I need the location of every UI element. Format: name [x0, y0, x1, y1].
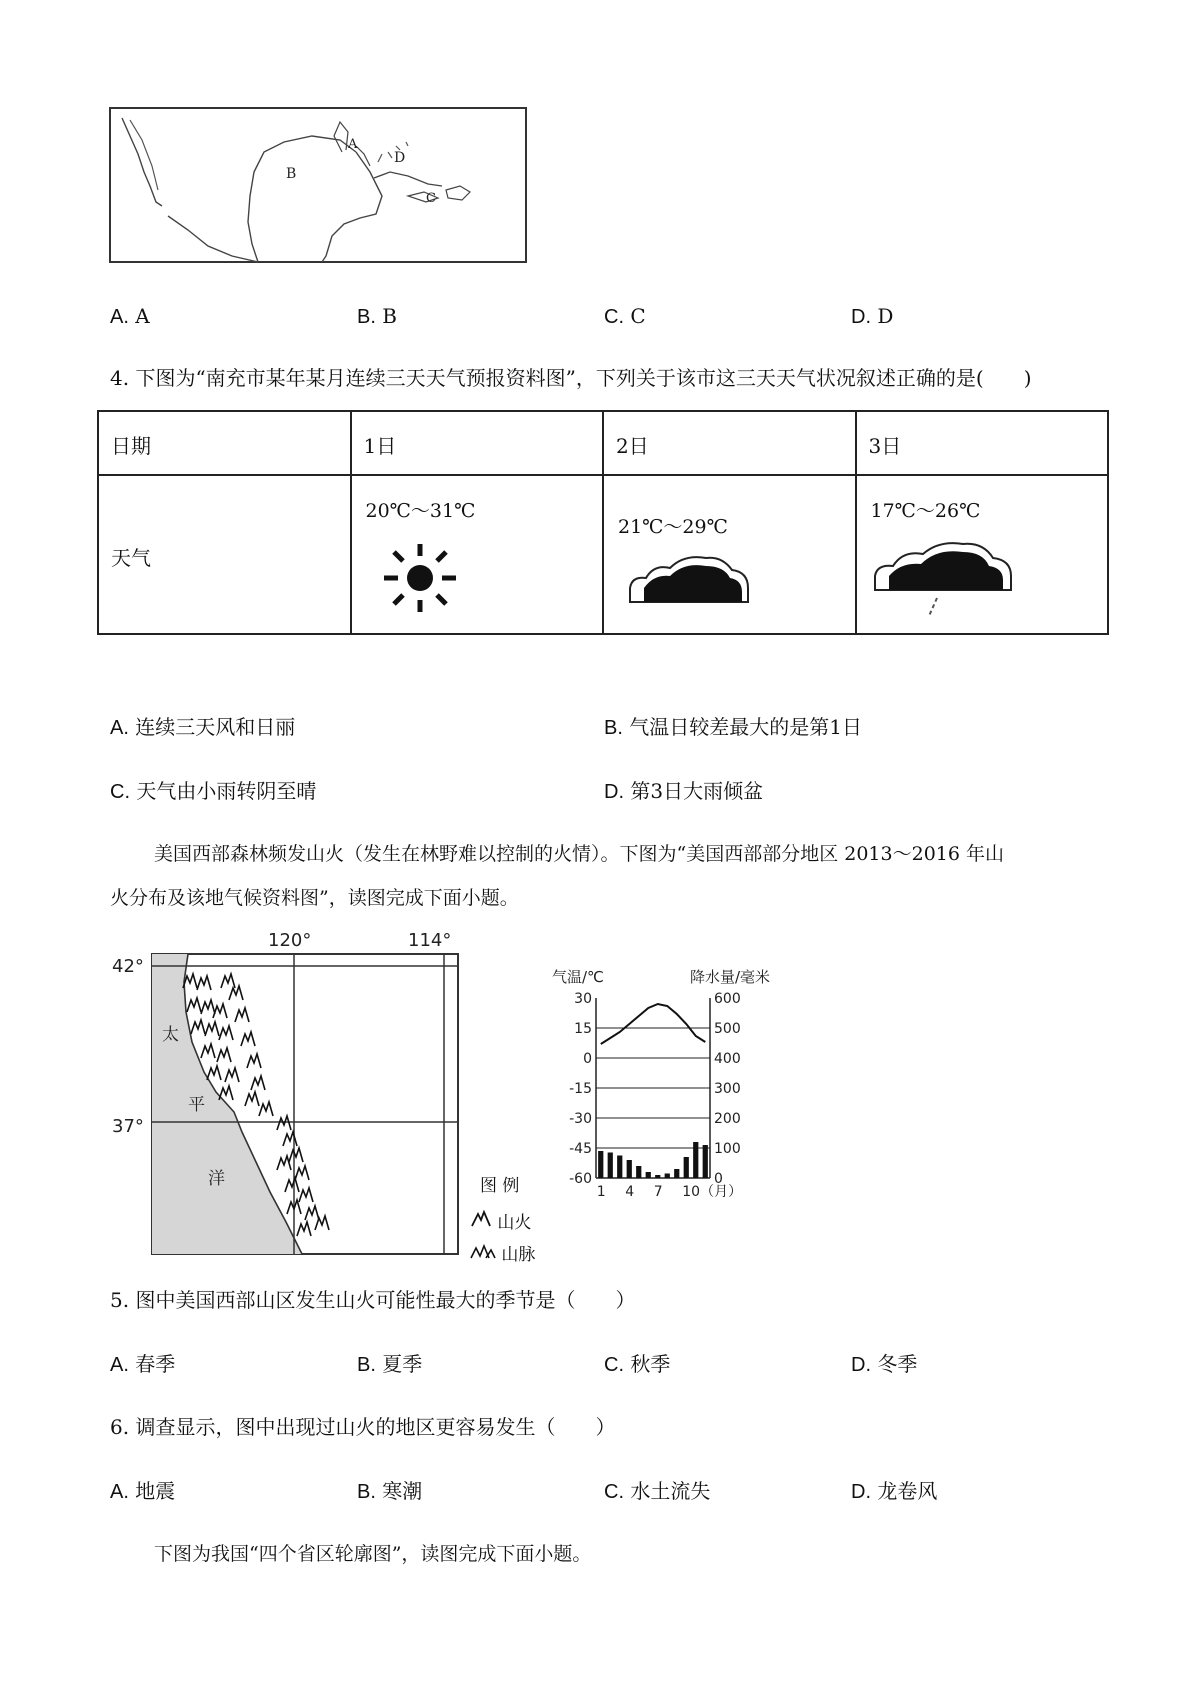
left-tick-label: -45 — [569, 1141, 592, 1157]
q5-option-c[interactable]: C. 秋季 — [604, 1352, 671, 1376]
right-tick-label: 100 — [714, 1141, 741, 1157]
weather-table — [97, 410, 1109, 635]
q3-option-d[interactable]: D. D — [851, 304, 894, 328]
precip-bar — [655, 1175, 660, 1178]
ocean-char-2: 平 — [188, 1095, 205, 1115]
x-tick-label: 10（月） — [682, 1184, 743, 1200]
precip-bar — [636, 1166, 641, 1178]
wildfire-map — [108, 922, 468, 1262]
left-tick-label: -60 — [569, 1171, 592, 1187]
map1-label-c: C — [426, 191, 436, 206]
left-tick-label: 0 — [583, 1051, 592, 1067]
left-tick-label: -30 — [569, 1111, 592, 1127]
ocean-char-3: 洋 — [208, 1169, 225, 1189]
precip-bar — [684, 1157, 689, 1178]
map1-label-d: D — [394, 150, 406, 166]
legend-mountain: 山脉 — [470, 1240, 535, 1265]
left-tick-label: -15 — [569, 1081, 592, 1097]
lat-label-42: 42° — [112, 956, 144, 977]
legend-title: 图 例 — [480, 1176, 520, 1196]
temperature-line — [601, 1004, 706, 1044]
lon-label-120: 120° — [268, 930, 312, 951]
right-tick-label: 500 — [714, 1021, 741, 1037]
x-tick-label: 1 — [596, 1184, 606, 1200]
map1-label-a: A — [348, 137, 358, 152]
q5-option-b[interactable]: B. 夏季 — [357, 1352, 423, 1376]
precip-bar — [617, 1156, 622, 1179]
q6-option-b[interactable]: B. 寒潮 — [357, 1479, 423, 1503]
day3-cell — [856, 475, 1109, 634]
table-header-date: 日期 — [98, 411, 351, 475]
left-tick-label: 30 — [574, 991, 592, 1007]
q6-option-c[interactable]: C. 水土流失 — [604, 1479, 711, 1503]
chart-ylabel-left: 气温/℃ — [552, 968, 604, 986]
climate-chart — [550, 966, 800, 1206]
ocean-char-1: 太 — [162, 1025, 179, 1045]
day3-temp: 17℃～26℃ — [870, 500, 981, 522]
right-tick-label: 600 — [714, 991, 741, 1007]
next-intro: 下图为我国“四个省区轮廓图”，读图完成下面小题。 — [154, 1543, 592, 1565]
right-tick-label: 0 — [714, 1171, 723, 1187]
day2-cell — [603, 475, 856, 634]
q5-option-a[interactable]: A. 春季 — [110, 1352, 176, 1376]
q4-option-d[interactable]: D. 第3日大雨倾盆 — [604, 779, 764, 803]
precip-bar — [598, 1151, 603, 1178]
legend-fire: 山火 — [470, 1208, 531, 1233]
q3-option-a[interactable]: A. A — [110, 304, 150, 328]
x-tick-label: 4 — [625, 1184, 635, 1200]
q4-option-b[interactable]: B. 气温日较差最大的是第1日 — [604, 715, 862, 739]
q5-option-d[interactable]: D. 冬季 — [851, 1352, 918, 1376]
passage-line-2: 火分布及该地气候资料图”，读图完成下面小题。 — [110, 887, 519, 909]
precip-bar — [627, 1160, 632, 1178]
precip-bar — [646, 1172, 651, 1178]
precip-bar — [665, 1174, 670, 1179]
x-tick-label: 7 — [653, 1184, 663, 1200]
cloudy-icon — [624, 552, 754, 608]
table-header-day2: 2日 — [603, 411, 856, 475]
precip-bar — [674, 1169, 679, 1178]
light-rain-icon — [871, 538, 1021, 624]
q4-option-a[interactable]: A. 连续三天风和日丽 — [110, 715, 296, 739]
lon-label-114: 114° — [408, 930, 452, 951]
day2-temp: 21℃～29℃ — [618, 516, 728, 538]
map1-label-b: B — [286, 166, 297, 182]
chart-ylabel-right: 降水量/毫米 — [690, 968, 771, 986]
precip-bar — [703, 1145, 708, 1178]
q4-option-c[interactable]: C. 天气由小雨转阴至晴 — [110, 779, 317, 803]
left-tick-label: 15 — [574, 1021, 592, 1037]
sun-icon — [378, 540, 462, 616]
right-tick-label: 400 — [714, 1051, 741, 1067]
table-header-day1: 1日 — [351, 411, 604, 475]
fire-icon — [470, 1210, 492, 1228]
day1-cell — [351, 475, 604, 634]
q3-option-b[interactable]: B. B — [357, 304, 397, 328]
q4-stem: 4. 下图为“南充市某年某月连续三天天气预报资料图”，下列关于该市这三天天气状况叙述正确的是( ) — [110, 366, 1032, 390]
precip-bar — [693, 1142, 698, 1178]
right-tick-label: 300 — [714, 1081, 741, 1097]
table-row-label: 天气 — [98, 475, 351, 634]
q6-stem: 6. 调查显示，图中出现过山火的地区更容易发生（ ） — [110, 1415, 616, 1439]
table-header-day3: 3日 — [856, 411, 1109, 475]
day1-temp: 20℃～31℃ — [365, 500, 476, 522]
q6-option-a[interactable]: A. 地震 — [110, 1479, 176, 1503]
right-tick-label: 200 — [714, 1111, 741, 1127]
gulf-map — [108, 106, 528, 266]
q6-option-d[interactable]: D. 龙卷风 — [851, 1479, 938, 1503]
passage-line-1: 美国西部森林频发山火（发生在林野难以控制的火情）。下图为“美国西部部分地区 2013～2016 年山 — [154, 843, 1005, 865]
q5-stem: 5. 图中美国西部山区发生山火可能性最大的季节是（ ） — [110, 1288, 636, 1312]
lat-label-37: 37° — [112, 1116, 144, 1137]
q3-option-c[interactable]: C. C — [604, 304, 646, 328]
precip-bar — [608, 1153, 613, 1179]
mountain-icon — [470, 1242, 496, 1260]
